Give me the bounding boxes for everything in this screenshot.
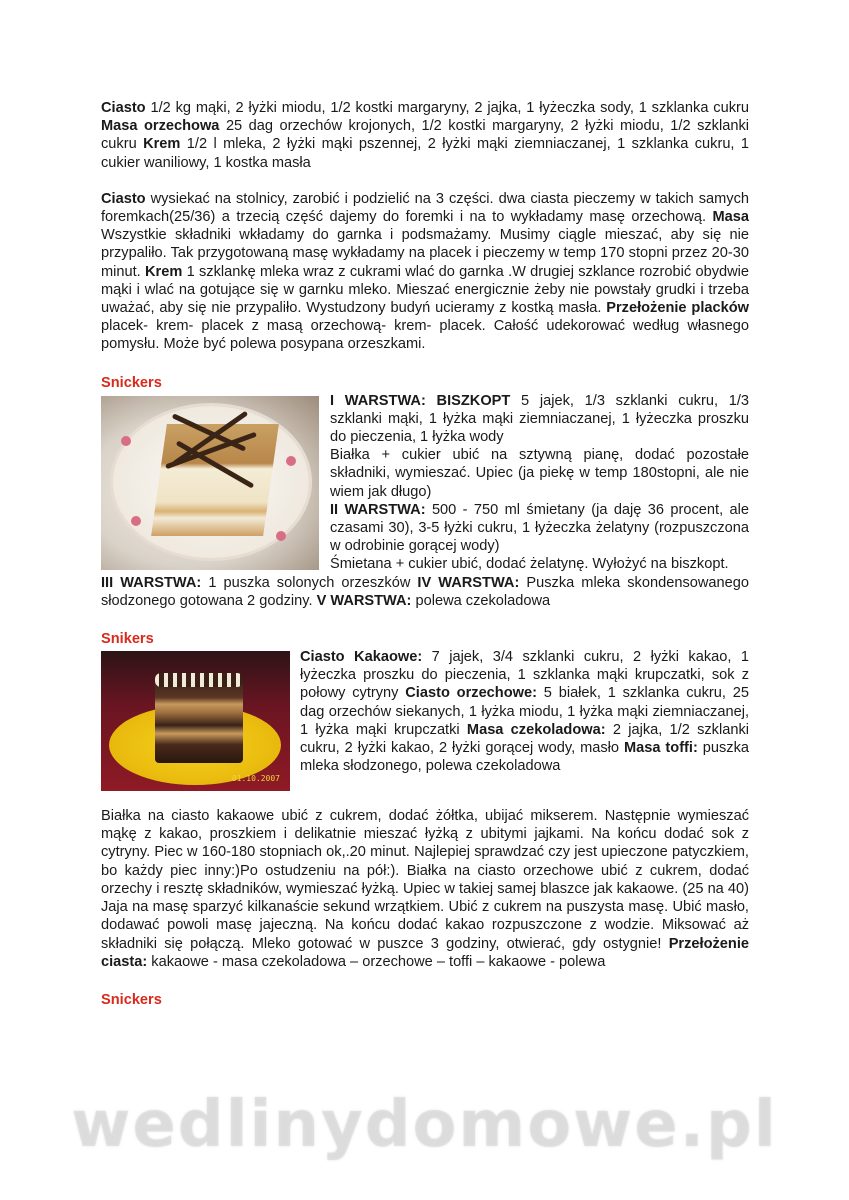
label-bold: Krem: [145, 263, 183, 280]
label-bold: Ciasto Kakaowe:: [300, 649, 423, 666]
chocolate-cake-photo: [101, 651, 290, 791]
label-bold: Masa czekoladowa:: [466, 721, 606, 738]
recipe2-section: [101, 392, 749, 610]
watermark: wedlinydomowe.pl: [71, 1088, 778, 1162]
recipe3-heading: Snikers: [101, 631, 154, 648]
recipe1-method: Ciasto wysiekać na stolnicy, zarobić i podzielić na 3 części. dwa ciasta pieczemy w takich samych foremkach(25/36) a trzecią część dajemy do foremki i na to wykładamy masę orzechową. Masa Wszystkie składniki wkładamy do garnka i podsmażamy. Musimy ciągle mieszać, aby się nie przypaliło. Tak przygotowaną masę wykładamy na placek i pieczemy w temp 170 stopni przez 20-30 minut. Krem 1 szklankę mleka wraz z cukrami wlać do garnka .W drugiej szklance rozrobić obydwie mąki i wlać na gotujące się w garnku mleko. Mieszać energicznie żeby nie powstały grudki i trzeba uważać, aby się nie przypaliło. Wystudzony budyń ucieramy z kostką masła. Przełożenie placków placek- krem- placek z masą orzechową- krem- placek. Całość udekorować według własnego pomysłu. Może być polewa posypana orzeszkami.: [101, 190, 750, 353]
label-bold: II WARSTWA:: [330, 501, 426, 518]
recipe2-text: I WARSTWA: BISZKOPT 5 jajek, 1/3 szklanki cukru, 1/3 szklanki mąki, 1 łyżka mąki ziemniaczanej, 1 łyżeczka proszku do pieczenia, 1 łyżka wody Białka + cukier ubić na sztywną pianę, dodać pozostałe składniki, wymieszać. Upiec (ja piekę w temp 180stopni, ale nie wiem jak długo) II WARSTWA: 500 - 750 ml śmietany (ja daję 36 procent, ale czasami 30), 3-5 łyżki cukru, 1 łyżeczka żelatyny (rozpuszczona w odrobinie gorącej wody) Śmietana + cukier ubić, dodać żelatynę. Wyłożyć na biszkopt. III WARSTWA: 1 puszka solonych orzeszków IV WARSTWA: Puszka mleka skondensowanego słodzonego gotowana 2 godziny. V WARSTWA: polewa czekoladowa: [101, 392, 749, 609]
label-bold: Masa toffi:: [623, 740, 698, 757]
label-bold: Masa: [712, 209, 749, 226]
label-bold: III WARSTWA:: [101, 574, 202, 591]
label-bold: Masa orzechowa: [101, 118, 220, 135]
recipe3-section: [101, 648, 749, 791]
label-bold: Krem: [143, 136, 181, 153]
label-bold: Przełożenie placków: [606, 300, 749, 317]
recipe4-heading: Snickers: [101, 991, 162, 1008]
label-bold: Ciasto: [101, 190, 146, 207]
photo-date-stamp: 01.10.2007: [231, 774, 280, 784]
recipe2-heading: Snickers: [101, 374, 162, 391]
recipe3-ingredients: Ciasto Kakaowe: 7 jajek, 3/4 szklanki cukru, 2 łyżki kakao, 1 łyżeczka proszku do pieczenia, 1 szklanka mąki krupczatki, sok z połowy cytryny Ciasto orzechowe: 5 białek, 1 szklanka cukru, 25 dag orzechów siekanych, 1 łyżka miodu, 1 łyżka mąki ziemniaczanej, 1 łyżka mąki krupczatki Masa czekoladowa: 2 jajka, 1/2 szklanki cukru, 2 łyżki kakao, 2 łyżki gorącej wody, masło Masa toffi: puszka mleka słodzonego, polewa czekoladowa: [300, 649, 750, 775]
label-bold: IV WARSTWA:: [417, 574, 520, 591]
label-bold: I WARSTWA: BISZKOPT: [330, 392, 511, 409]
document-page: [101, 99, 749, 1009]
label-bold: V WARSTWA:: [316, 592, 412, 609]
recipe1-ingredients: Ciasto 1/2 kg mąki, 2 łyżki miodu, 1/2 kostki margaryny, 2 jajka, 1 łyżeczka sody, 1 szklanka cukru Masa orzechowa 25 dag orzechów krojonych, 1/2 kostki margaryny, 2 łyżki miodu, 1/2 szklanki cukru Krem 1/2 l mleka, 2 łyżki mąki pszennej, 2 łyżki mąki ziemniaczanej, 1 szklanka cukru, 1 cukier waniliowy, 1 kostka masła: [101, 100, 749, 171]
label-bold: Ciasto: [101, 100, 146, 116]
cake-slice-photo: [101, 396, 319, 570]
label-bold: Przełożenie ciasta:: [101, 935, 749, 970]
label-bold: Ciasto orzechowe:: [405, 685, 537, 702]
recipe3-method: Białka na ciasto kakaowe ubić z cukrem, dodać żółtka, ubijać mikserem. Następnie wymieszać mąkę z kakao, proszkiem i delikatnie mieszać łyżką z ubitymi jajkami. Na końcu dodać sok z cytryny. Piec w 160-180 stopniach ok,.20 minut. Najlepiej sprawdzać czy jest upieczone patyczkiem, bo każdy piec inny:)Po ostudzeniu na pół:). Białka na ciasto orzechowe ubić z cukrem, dodać orzechy i resztę składników, wymieszać łyżką. Upiec w takiej samej blaszce jak kakaowe. (25 na 40) Jaja na masę sparzyć kilkanaście sekund wrzątkiem. Ubić z cukrem na puszysta masę. Ubić masło, dodawać powoli masę jajeczną. Na końcu dodać kakao rozpuszczone z wodzie. Miksować aż składniki się połączą. Mleko gotować w puszce 3 godziny, otwierać, gdy ostygnie! Przełożenie ciasta: kakaowe - masa czekoladowa – orzechowe – toffi – kakaowe - polewa: [101, 808, 749, 970]
